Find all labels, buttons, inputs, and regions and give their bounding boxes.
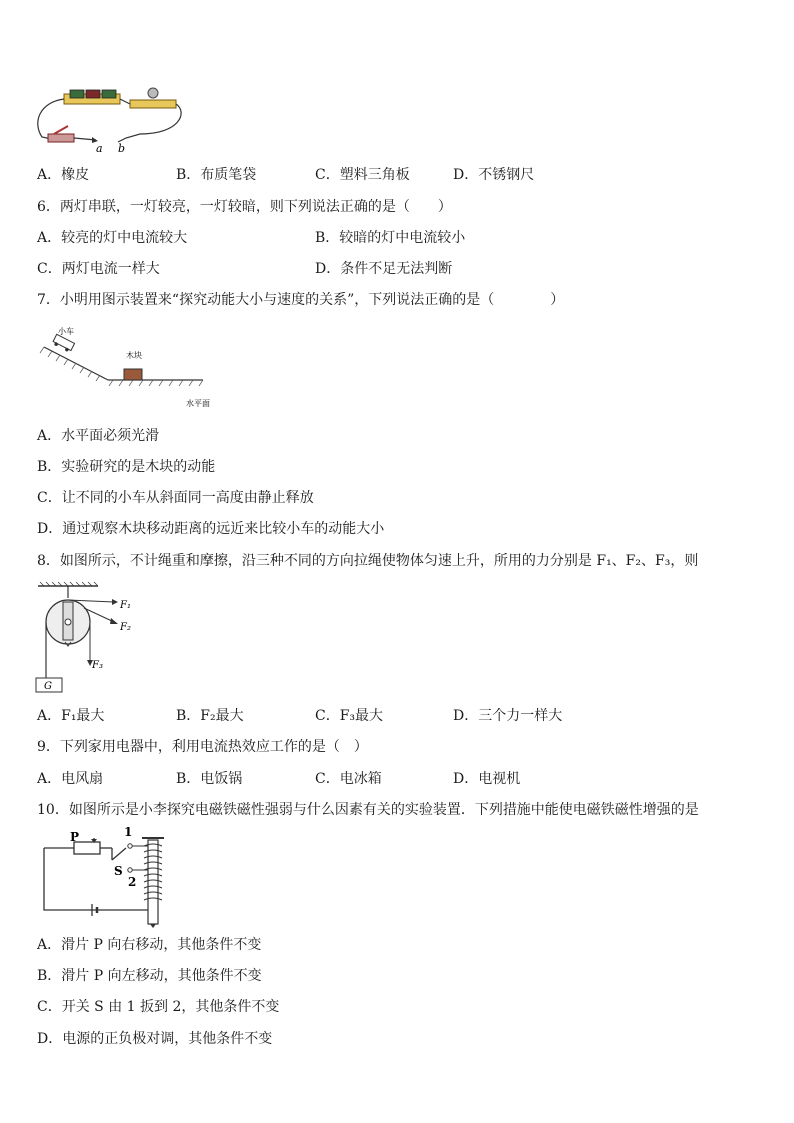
q7-option-a[interactable]: A．水平面必须光滑 bbox=[37, 428, 160, 444]
force-f1-label: F₁ bbox=[120, 600, 131, 611]
q8-stem: 8．如图所示，不计绳重和摩擦，沿三种不同的方向拉绳使物体匀速上升，所用的力分别是 F₁、F₂、F₃，则 bbox=[37, 553, 699, 569]
terminal-1-label: 1 bbox=[124, 825, 133, 839]
terminal-2-label: 2 bbox=[128, 875, 137, 889]
q10-option-c[interactable]: C．开关 S 由 1 扳到 2，其他条件不变 bbox=[37, 999, 280, 1015]
q5-circuit-figure bbox=[30, 82, 190, 154]
q5-option-a[interactable]: A．橡皮 bbox=[37, 167, 90, 183]
q7-option-c[interactable]: C．让不同的小车从斜面同一高度由静止释放 bbox=[37, 490, 314, 506]
q5-option-b[interactable]: B．布质笔袋 bbox=[176, 167, 257, 183]
q10-option-d[interactable]: D．电源的正负极对调，其他条件不变 bbox=[37, 1031, 273, 1047]
weight-label: G bbox=[44, 681, 52, 692]
q8-pulley-figure bbox=[34, 580, 144, 695]
terminal-a-label: a bbox=[96, 142, 103, 154]
force-f2-label: F₂ bbox=[120, 622, 131, 633]
q9-option-b[interactable]: B．电饭锅 bbox=[176, 771, 243, 787]
block-icon bbox=[124, 369, 142, 380]
q8-option-d[interactable]: D．三个力一样大 bbox=[453, 708, 563, 724]
q5-option-d[interactable]: D．不锈钢尺 bbox=[453, 167, 535, 183]
q10-option-a[interactable]: A．滑片 P 向右移动，其他条件不变 bbox=[37, 937, 262, 953]
block-label: 木块 bbox=[126, 351, 142, 360]
q6-option-c[interactable]: C．两灯电流一样大 bbox=[37, 261, 160, 277]
terminal-b-label: b bbox=[118, 142, 126, 154]
slider-p-label: P bbox=[70, 830, 80, 844]
switch-icon bbox=[48, 134, 74, 142]
q6-option-d[interactable]: D．条件不足无法判断 bbox=[315, 261, 453, 277]
cart-label: 小车 bbox=[58, 327, 74, 336]
bulb-base bbox=[130, 100, 176, 108]
cart-icon bbox=[52, 334, 75, 353]
q8-option-c[interactable]: C．F₃最大 bbox=[315, 708, 384, 724]
q6-option-b[interactable]: B．较暗的灯中电流较小 bbox=[315, 230, 466, 246]
q9-option-d[interactable]: D．电视机 bbox=[453, 771, 521, 787]
q5-option-c[interactable]: C．塑料三角板 bbox=[315, 167, 410, 183]
bulb-icon bbox=[148, 88, 158, 98]
q7-stem: 7．小明用图示装置来“探究动能大小与速度的关系”，下列说法正确的是（ ） bbox=[37, 292, 565, 308]
electromagnet-icon bbox=[142, 838, 164, 928]
q10-stem: 10．如图所示是小李探究电磁铁磁性强弱与什么因素有关的实验装置．下列措施中能使电磁铁磁性增强的是 bbox=[37, 802, 699, 818]
q7-option-b[interactable]: B．实验研究的是木块的动能 bbox=[37, 459, 216, 475]
q9-stem: 9．下列家用电器中，利用电流热效应工作的是（ ） bbox=[37, 739, 368, 755]
q6-option-a[interactable]: A．较亮的灯中电流较大 bbox=[37, 230, 188, 246]
q6-stem: 6．两灯串联，一灯较亮，一灯较暗，则下列说法正确的是（ ） bbox=[37, 199, 452, 215]
q8-option-a[interactable]: A．F₁最大 bbox=[37, 708, 105, 724]
q10-option-b[interactable]: B．滑片 P 向左移动，其他条件不变 bbox=[37, 968, 262, 984]
q7-ramp-figure bbox=[38, 322, 228, 412]
q9-option-a[interactable]: A．电风扇 bbox=[37, 771, 104, 787]
switch-s-label: S bbox=[114, 864, 123, 878]
q7-option-d[interactable]: D．通过观察木块移动距离的远近来比较小车的动能大小 bbox=[37, 521, 385, 537]
q10-electromagnet-figure bbox=[38, 824, 178, 928]
force-f3-label: F₃ bbox=[92, 660, 103, 671]
floor-label: 水平面 bbox=[186, 399, 210, 408]
q9-option-c[interactable]: C．电冰箱 bbox=[315, 771, 382, 787]
q8-option-b[interactable]: B．F₂最大 bbox=[176, 708, 244, 724]
switch-icon bbox=[112, 848, 126, 860]
